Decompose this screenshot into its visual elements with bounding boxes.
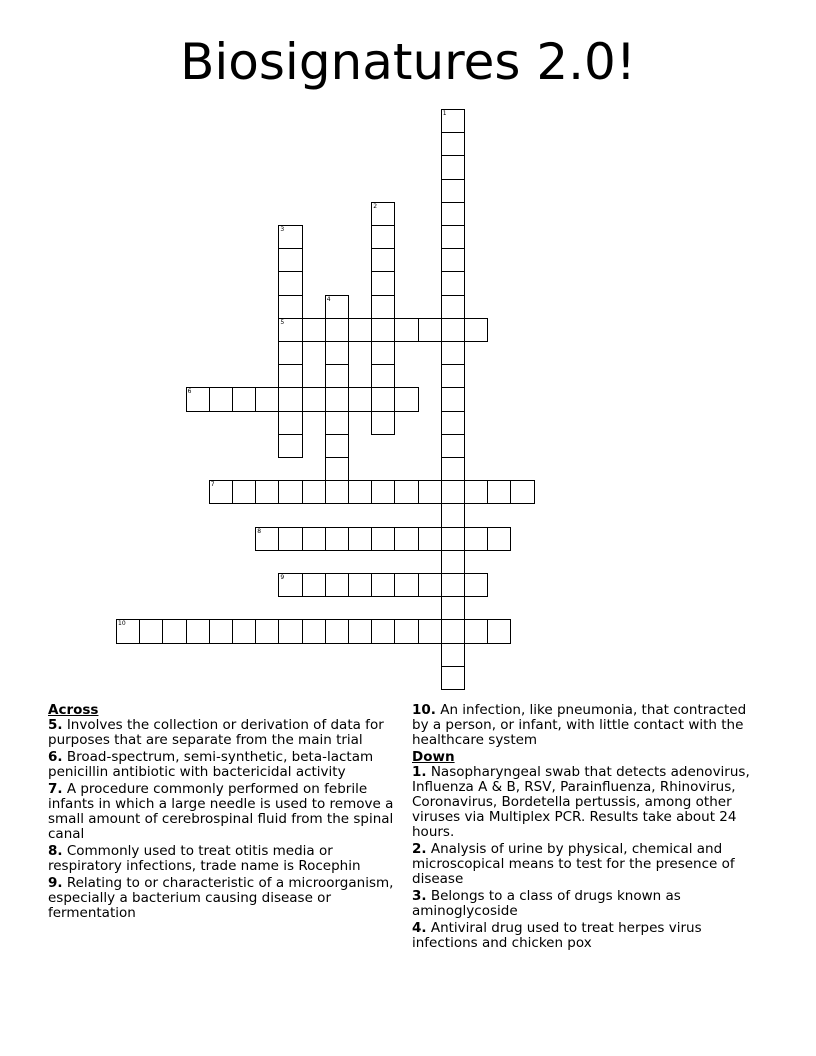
grid-cell[interactable] xyxy=(441,619,465,643)
grid-cell[interactable] xyxy=(325,387,349,411)
clue-across-8 xyxy=(48,844,410,874)
clue-across-5 xyxy=(48,718,410,748)
clue-down-4 xyxy=(412,921,762,951)
clue-text: Relating to or characteristic of a microorganism, especially a bacterium causing disease or fermentation xyxy=(48,875,394,921)
grid-cell[interactable] xyxy=(441,434,465,458)
cell-number: 8 xyxy=(257,527,262,535)
grid-cell[interactable] xyxy=(209,619,233,643)
grid-cell[interactable] xyxy=(441,202,465,226)
grid-cell[interactable] xyxy=(418,527,442,551)
grid-cell[interactable] xyxy=(325,341,349,365)
clue-number: 8. xyxy=(48,843,63,859)
grid-cell[interactable] xyxy=(278,480,302,504)
clue-text: Broad-spectrum, semi-synthetic, beta-lactam penicillin antibiotic with bactericidal activity xyxy=(48,749,374,780)
clue-down-2 xyxy=(412,842,762,887)
grid-cell[interactable] xyxy=(487,527,511,551)
clue-across-10 xyxy=(412,703,762,748)
clue-number: 6. xyxy=(48,749,63,765)
clue-text: Antiviral drug used to treat herpes virus infections and chicken pox xyxy=(412,920,702,951)
grid-cell[interactable] xyxy=(325,318,349,342)
grid-cell[interactable] xyxy=(278,411,302,435)
grid-cell[interactable] xyxy=(348,619,372,643)
grid-cell[interactable] xyxy=(464,573,488,597)
grid-cell[interactable] xyxy=(441,225,465,249)
grid-cell[interactable] xyxy=(278,434,302,458)
clue-number: 5. xyxy=(48,717,63,733)
clue-number: 2. xyxy=(412,841,427,857)
grid-cell[interactable] xyxy=(209,387,233,411)
clue-across-6 xyxy=(48,750,410,780)
clue-text: Belongs to a class of drugs known as aminoglycoside xyxy=(412,888,681,919)
grid-cell[interactable] xyxy=(371,480,395,504)
grid-cell[interactable] xyxy=(441,271,465,295)
grid-cell[interactable] xyxy=(348,318,372,342)
grid-cell[interactable] xyxy=(371,364,395,388)
grid-cell[interactable] xyxy=(325,434,349,458)
cell-number: 9 xyxy=(280,574,285,581)
grid-cell[interactable] xyxy=(441,666,465,690)
across-heading: Across xyxy=(48,702,99,718)
grid-cell[interactable] xyxy=(162,619,186,643)
across-clues xyxy=(48,703,410,923)
grid-cell[interactable] xyxy=(371,248,395,272)
grid-cell[interactable] xyxy=(441,132,465,156)
grid-cell[interactable] xyxy=(441,155,465,179)
grid-cell[interactable] xyxy=(371,341,395,365)
cell-number: 3 xyxy=(280,226,285,233)
cell-number: 1 xyxy=(442,110,447,117)
grid-cell[interactable] xyxy=(255,387,279,411)
grid-cell[interactable] xyxy=(441,248,465,272)
grid-cell[interactable] xyxy=(255,619,279,643)
cell-number: 2 xyxy=(373,202,378,210)
grid-cell[interactable] xyxy=(487,480,511,504)
grid-cell[interactable] xyxy=(186,619,210,643)
grid-cell[interactable] xyxy=(302,619,326,643)
grid-cell[interactable] xyxy=(418,619,442,643)
cell-number: 10 xyxy=(118,620,126,628)
grid-cell[interactable] xyxy=(487,619,511,643)
clue-number: 4. xyxy=(412,920,427,936)
grid-cell[interactable] xyxy=(278,341,302,365)
page-title: Biosignatures 2.0! xyxy=(180,33,636,91)
grid-cell[interactable] xyxy=(394,573,418,597)
grid-cell[interactable] xyxy=(302,318,326,342)
grid-cell[interactable] xyxy=(278,619,302,643)
clue-text: An infection, like pneumonia, that contracted by a person, or infant, with little contact with the healthcare system xyxy=(412,702,747,748)
grid-cell[interactable] xyxy=(325,457,349,481)
clue-across-9 xyxy=(48,876,410,921)
grid-cell[interactable] xyxy=(441,295,465,319)
grid-cell[interactable] xyxy=(418,480,442,504)
grid-cell[interactable] xyxy=(510,480,534,504)
grid-cell[interactable] xyxy=(441,364,465,388)
grid-cell[interactable] xyxy=(441,109,465,133)
grid-cell[interactable] xyxy=(186,387,210,411)
clue-number: 9. xyxy=(48,875,63,891)
grid-cell[interactable] xyxy=(394,480,418,504)
grid-cell[interactable] xyxy=(441,643,465,667)
grid-cell[interactable] xyxy=(278,248,302,272)
grid-cell[interactable] xyxy=(441,411,465,435)
clue-text: Involves the collection or derivation of data for purposes that are separate from the main trial xyxy=(48,717,384,748)
grid-cell[interactable] xyxy=(441,457,465,481)
grid-cell[interactable] xyxy=(441,527,465,551)
grid-cell[interactable] xyxy=(441,550,465,574)
grid-cell[interactable] xyxy=(116,619,140,643)
grid-cell[interactable] xyxy=(371,202,395,226)
clue-text: Nasopharyngeal swab that detects adenovirus, Influenza A & B, RSV, Parainfluenza, Rhinovirus, Coronavirus, Bordetella pertussis, among other viruses via Multiplex PCR. Results take about 24 hours. xyxy=(412,764,750,840)
grid-cell[interactable] xyxy=(278,527,302,551)
clue-number: 10. xyxy=(412,702,436,718)
grid-cell[interactable] xyxy=(139,619,163,643)
clue-text: A procedure commonly performed on febrile infants in which a large needle is used to remove a small amount of cerebrospinal fluid from the spinal canal xyxy=(48,781,394,842)
grid-cell[interactable] xyxy=(278,387,302,411)
clue-down-1 xyxy=(412,765,762,840)
grid-cell[interactable] xyxy=(302,573,326,597)
grid-cell[interactable] xyxy=(278,225,302,249)
grid-cell[interactable] xyxy=(278,271,302,295)
grid-cell[interactable] xyxy=(325,480,349,504)
grid-cell[interactable] xyxy=(348,527,372,551)
grid-cell[interactable] xyxy=(325,527,349,551)
grid-cell[interactable] xyxy=(441,318,465,342)
clue-number: 7. xyxy=(48,781,63,797)
grid-cell[interactable] xyxy=(441,596,465,620)
grid-cell[interactable] xyxy=(418,573,442,597)
grid-cell[interactable] xyxy=(464,619,488,643)
grid-cell[interactable] xyxy=(348,573,372,597)
grid-cell[interactable] xyxy=(394,387,418,411)
grid-cell[interactable] xyxy=(371,619,395,643)
grid-cell[interactable] xyxy=(464,318,488,342)
clue-number: 1. xyxy=(412,764,427,780)
grid-cell[interactable] xyxy=(325,364,349,388)
grid-cell[interactable] xyxy=(278,364,302,388)
grid-cell[interactable] xyxy=(302,527,326,551)
grid-cell[interactable] xyxy=(325,295,349,319)
grid-cell[interactable] xyxy=(441,179,465,203)
grid-cell[interactable] xyxy=(371,318,395,342)
cell-number: 5 xyxy=(280,318,285,326)
grid-cell[interactable] xyxy=(348,480,372,504)
grid-cell[interactable] xyxy=(325,411,349,435)
clue-across-7 xyxy=(48,782,410,842)
grid-cell[interactable] xyxy=(255,527,279,551)
clue-text: Commonly used to treat otitis media or respiratory infections, trade name is Rocephin xyxy=(48,843,361,874)
grid-cell[interactable] xyxy=(371,527,395,551)
grid-cell[interactable] xyxy=(371,295,395,319)
grid-cell[interactable] xyxy=(441,573,465,597)
grid-cell[interactable] xyxy=(232,619,256,643)
grid-cell[interactable] xyxy=(348,387,372,411)
grid-cell[interactable] xyxy=(371,411,395,435)
grid-cell[interactable] xyxy=(232,387,256,411)
clue-down-3 xyxy=(412,889,762,919)
grid-cell[interactable] xyxy=(464,480,488,504)
grid-cell[interactable] xyxy=(232,480,256,504)
grid-cell[interactable] xyxy=(394,527,418,551)
grid-cell[interactable] xyxy=(464,527,488,551)
grid-cell[interactable] xyxy=(394,318,418,342)
grid-cell[interactable] xyxy=(394,619,418,643)
grid-cell[interactable] xyxy=(302,480,326,504)
grid-cell[interactable] xyxy=(371,225,395,249)
grid-cell[interactable] xyxy=(441,387,465,411)
grid-cell[interactable] xyxy=(278,295,302,319)
grid-cell[interactable] xyxy=(371,573,395,597)
grid-cell[interactable] xyxy=(278,573,302,597)
clue-text: Analysis of urine by physical, chemical and microscopical means to test for the presence of disease xyxy=(412,841,735,887)
grid-cell[interactable] xyxy=(371,387,395,411)
grid-cell[interactable] xyxy=(441,503,465,527)
grid-cell[interactable] xyxy=(441,480,465,504)
grid-cell[interactable] xyxy=(255,480,279,504)
grid-cell[interactable] xyxy=(278,318,302,342)
down-heading: Down xyxy=(412,749,455,765)
grid-cell[interactable] xyxy=(371,271,395,295)
grid-cell[interactable] xyxy=(441,341,465,365)
grid-cell[interactable] xyxy=(418,318,442,342)
grid-cell[interactable] xyxy=(325,573,349,597)
grid-cell[interactable] xyxy=(325,619,349,643)
cell-number: 6 xyxy=(187,388,192,396)
right-clues-column xyxy=(412,703,762,953)
grid-cell[interactable] xyxy=(209,480,233,504)
cell-number: 4 xyxy=(326,295,331,303)
grid-cell[interactable] xyxy=(302,387,326,411)
cell-number: 7 xyxy=(210,481,215,489)
clue-number: 3. xyxy=(412,888,427,904)
